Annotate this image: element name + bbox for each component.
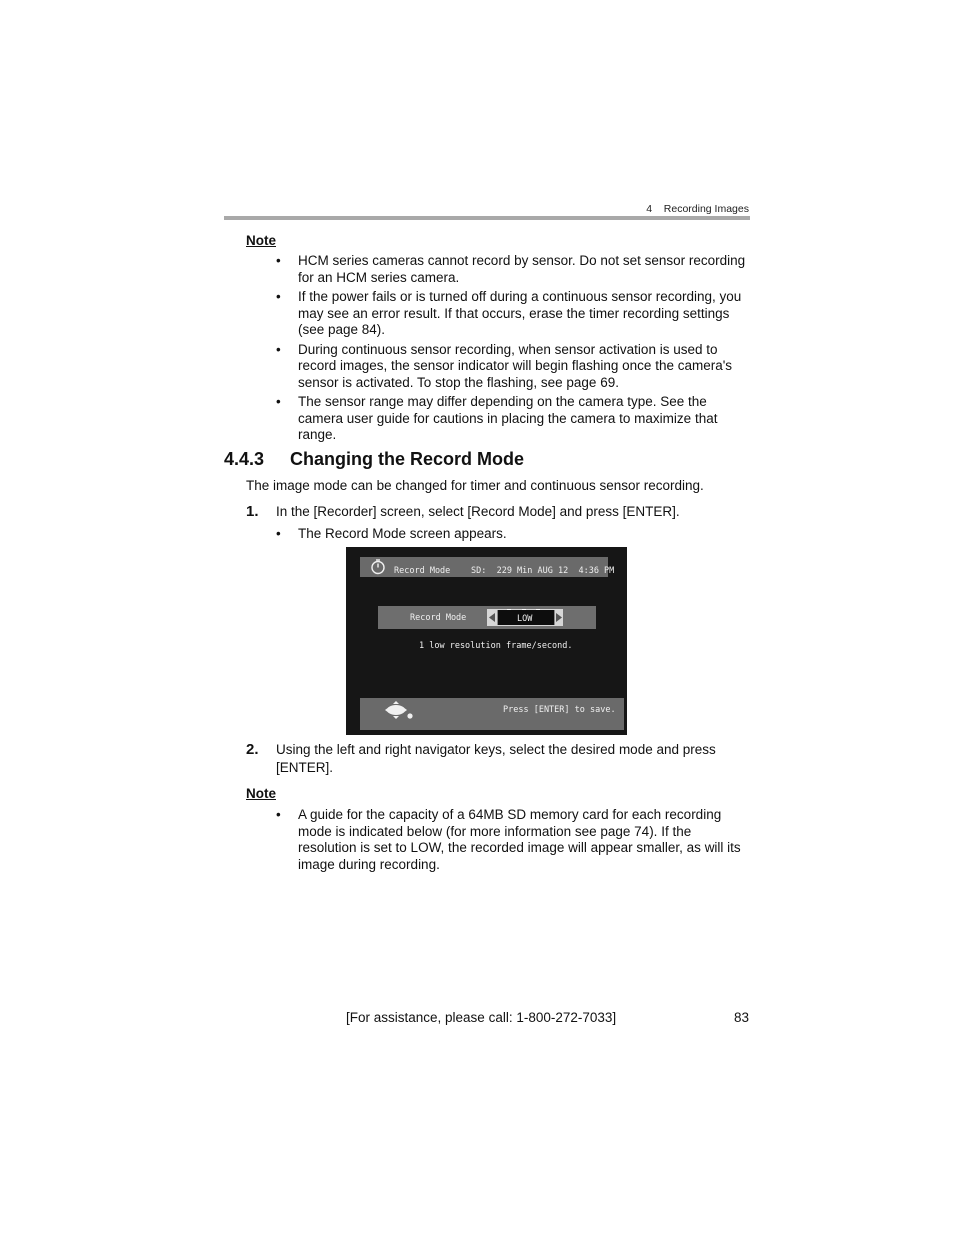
list-item: • During continuous sensor recording, when sensor activation is used to record images, the sensor indicator will begin flashing once the camera's sensor is activated. To stop the flashing, see page 69. <box>276 341 733 390</box>
note-label: Note <box>246 786 276 801</box>
list-item-text: A guide for the capacity of a 64MB SD memory card for each recording mode is indicated below (for more information see page 74). If the resolution is set to LOW, the recorded image will appear smaller, as will its image during recording. <box>298 807 741 872</box>
step-text: In the [Recorder] screen, select [Record Mode] and press [ENTER]. <box>276 504 680 519</box>
record-mode-screenshot <box>346 547 627 735</box>
list-item: • If the power fails or is turned off during a continuous sensor recording, you may see an error result. If that occurs, erase the timer recording settings (see page 84). <box>276 289 742 337</box>
list-item: • HCM series cameras cannot record by sensor. Do not set sensor recording for an HCM series camera. <box>276 253 746 285</box>
list-item-text: During continuous sensor recording, when sensor activation is used to record images, the sensor indicator will begin flashing once the camera's sensor is activated. To stop the flashing, see page 69. <box>298 341 733 390</box>
level-mark <box>522 609 526 610</box>
list-item: • A guide for the capacity of a 64MB SD memory card for each recording mode is indicated below (for more information see page 74). If the resolution is set to LOW, the recorded image will appear smaller, as will its image during recording. <box>276 807 741 872</box>
chapter-title: Recording Images <box>663 203 749 215</box>
list-item-text: HCM series cameras cannot record by sensor. Do not set sensor recording for an HCM series camera. <box>298 253 746 285</box>
step-number: 2. <box>246 741 259 758</box>
page-number: 83 <box>733 1010 749 1025</box>
step-number: 1. <box>246 503 259 520</box>
list-item-text: If the power fails or is turned off during a continuous sensor recording, you may see an error result. If that occurs, erase the timer recording settings (see page 84). <box>298 289 742 337</box>
note-list <box>276 807 752 876</box>
record-mode-value: LOW <box>517 614 533 624</box>
assistance-footer: [For assistance, please call: 1-800-272-7033] <box>346 1010 617 1025</box>
header-rule <box>224 216 750 220</box>
screen-status: SD: 229 Min AUG 12 4:36 PM <box>471 566 615 576</box>
note-label: Note <box>246 233 276 248</box>
arrow-right-icon <box>555 613 563 622</box>
note-list <box>276 253 752 447</box>
level-mark <box>536 609 540 610</box>
list-item: • The sensor range may differ depending on the camera type. See the camera user guide for cautions in placing the camera to maximize that range. <box>276 394 718 442</box>
chapter-number: 4 <box>646 203 653 215</box>
navigator-icon <box>382 700 416 722</box>
running-header <box>646 203 749 215</box>
mode-description: 1 low resolution frame/second. <box>419 641 573 651</box>
timer-icon <box>370 559 386 575</box>
section-number: 4.4.3 <box>224 449 265 469</box>
list-item-text: The sensor range may differ depending on the camera type. See the camera user guide for cautions in placing the camera to maximize that range. <box>298 394 718 442</box>
intro-paragraph: The image mode can be changed for timer and continuous sensor recording. <box>246 478 704 493</box>
step-text: Using the left and right navigator keys, select the desired mode and press [ENTER]. <box>276 742 716 775</box>
list-item: • The Record Mode screen appears. <box>276 526 507 541</box>
step-bullets <box>276 526 752 546</box>
section-heading <box>224 449 524 470</box>
list-item-text: The Record Mode screen appears. <box>298 526 507 541</box>
level-mark <box>507 609 511 610</box>
screen-title: Record Mode <box>394 566 451 576</box>
section-title: Changing the Record Mode <box>290 449 524 469</box>
save-hint: Press [ENTER] to save. <box>503 705 616 715</box>
arrow-left-icon <box>488 613 496 622</box>
record-mode-label: Record Mode <box>410 613 467 623</box>
